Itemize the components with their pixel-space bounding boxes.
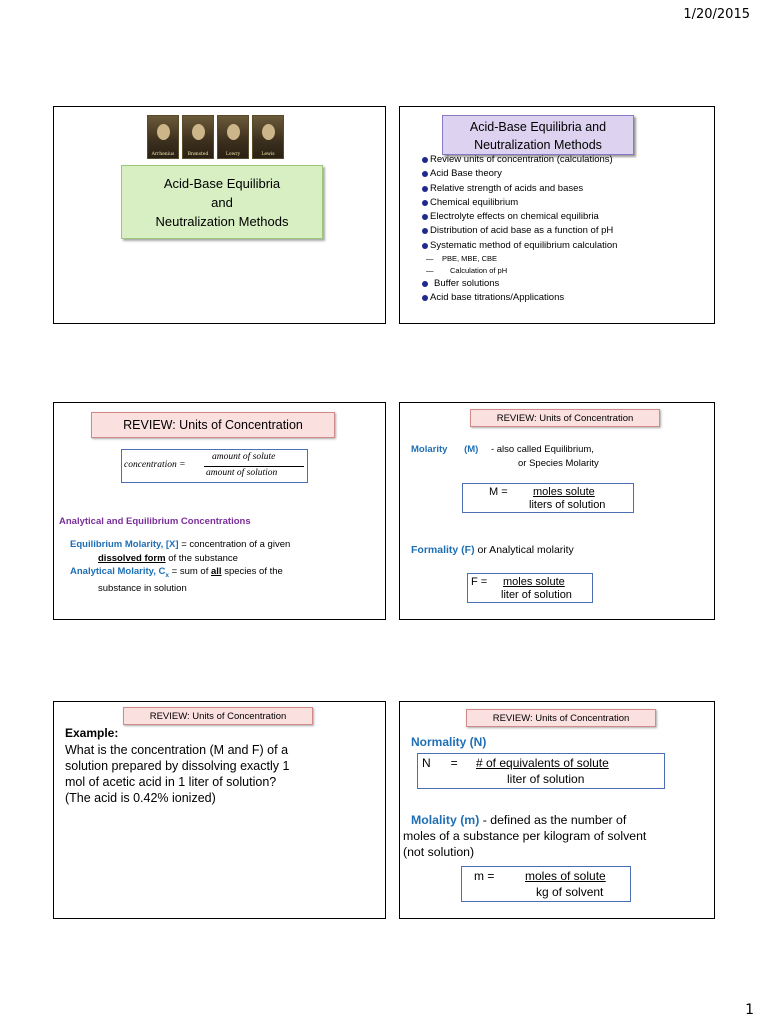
subscript: x — [165, 571, 170, 579]
fraction-bar — [204, 466, 304, 467]
normality-formula — [417, 753, 665, 789]
portrait-image — [182, 115, 214, 159]
list-item-text: Acid base titrations/Applications — [430, 292, 565, 304]
formula-lhs: N = — [422, 756, 458, 770]
dash-icon: — — [426, 254, 434, 264]
portrait-image — [217, 115, 249, 159]
molality-formula — [461, 866, 631, 902]
formula-denominator: liters of solution — [529, 499, 606, 511]
bullet-icon — [422, 295, 428, 301]
formula-numerator: moles solute — [533, 486, 595, 498]
bullet-icon — [422, 243, 428, 249]
example-question — [65, 742, 289, 806]
slide-3 — [53, 402, 386, 620]
question-line: What is the concentration (M and F) of a — [65, 743, 289, 757]
bullet-icon — [422, 214, 428, 220]
slide-1 — [53, 106, 386, 324]
formula-lhs: M = — [489, 486, 508, 498]
definition-text: of the substance — [165, 552, 238, 564]
page-number: 1 — [745, 1002, 754, 1018]
term-symbol: (M) — [464, 444, 479, 455]
formula-lhs: m = — [474, 869, 495, 883]
term-label: Normality (N) — [411, 735, 487, 749]
list-item — [422, 153, 617, 167]
question-line: solution prepared by dissolving exactly 1 — [65, 759, 290, 773]
list-item — [422, 210, 617, 224]
list-item-text: Chemical equilibrium — [430, 196, 519, 208]
term-label: Molarity — [411, 444, 448, 455]
list-item — [422, 224, 617, 238]
formula-numerator: amount of solute — [212, 452, 276, 462]
slide-title-box — [121, 165, 323, 239]
title-line: Acid-Base Equilibria — [163, 176, 281, 191]
list-item — [422, 291, 617, 305]
title-line: Neutralization Methods — [155, 214, 289, 229]
definition-text: or Species Molarity — [518, 458, 599, 469]
topic-list — [422, 153, 617, 306]
sub-list-item — [422, 253, 617, 265]
question-line: mol of acetic acid in 1 liter of solution? — [65, 775, 277, 789]
list-item — [422, 277, 617, 291]
dash-icon: — — [426, 266, 434, 276]
portrait-image — [147, 115, 179, 159]
slide-heading: REVIEW: Units of Concentration — [470, 409, 660, 427]
list-item-text: Systematic method of equilibrium calculation — [430, 239, 618, 251]
term-label: Formality (F) — [411, 544, 475, 556]
list-item-text: Relative strength of acids and bases — [430, 182, 584, 194]
formula-lhs: concentration = — [124, 460, 186, 470]
definition-text: - also called Equilibrium, — [490, 444, 594, 455]
slide-heading: REVIEW: Units of Concentration — [91, 412, 335, 438]
list-item — [422, 196, 617, 210]
example-label: Example: — [65, 726, 119, 740]
scientist-portraits — [147, 115, 284, 159]
list-item — [422, 167, 617, 181]
formula-denominator: amount of solution — [206, 468, 278, 478]
formula-numerator: moles of solute — [525, 869, 606, 883]
list-item-text: Electrolyte effects on chemical equilibria — [430, 211, 599, 223]
title-line: Acid-Base Equilibria and — [469, 120, 607, 134]
portrait-caption: Lewis — [261, 152, 275, 157]
bullet-icon — [422, 186, 428, 192]
portrait-image — [252, 115, 284, 159]
slide-6 — [399, 701, 715, 919]
portrait-caption: Arrhenius — [151, 152, 175, 157]
definition-text: (not solution) — [403, 845, 475, 859]
list-item — [422, 239, 617, 253]
formula-denominator: liter of solution — [507, 772, 585, 786]
portrait-caption: Lowry — [225, 152, 241, 157]
formality-formula — [467, 573, 593, 603]
formula-numerator: moles solute — [503, 576, 565, 588]
sub-list-item-text: PBE, MBE, CBE — [442, 254, 498, 264]
term-label: Molality (m) — [411, 813, 480, 827]
definition-text: moles of a substance per kilogram of solvent — [403, 829, 647, 843]
list-item-text: Review units of concentration (calculations) — [430, 154, 613, 165]
emphasis-text: dissolved form — [98, 552, 166, 564]
portrait-caption: Brønsted — [187, 152, 209, 157]
bullet-icon — [422, 228, 428, 234]
bullet-icon — [422, 157, 428, 163]
emphasis-text: all — [211, 566, 222, 577]
bullet-icon — [422, 171, 428, 177]
equilibrium-molarity-def — [70, 538, 290, 565]
slide-4 — [399, 402, 715, 620]
list-item-text: Acid Base theory — [430, 168, 502, 180]
section-title: Analytical and Equilibrium Concentrations — [59, 516, 251, 527]
concentration-formula — [121, 449, 308, 483]
formula-denominator: kg of solvent — [536, 885, 604, 899]
formula-denominator: liter of solution — [501, 589, 572, 601]
slide-heading: REVIEW: Units of Concentration — [466, 709, 656, 727]
slide-5 — [53, 701, 386, 919]
formality-line — [411, 544, 574, 556]
molarity-line — [411, 444, 594, 455]
formula-numerator: # of equivalents of solute — [476, 756, 609, 770]
definition-text: = sum of — [169, 566, 211, 577]
definition-text: - defined as the number of — [479, 813, 627, 827]
formula-lhs: F = — [471, 576, 488, 588]
bullet-icon — [422, 281, 428, 287]
molality-def — [403, 812, 646, 860]
definition-text: species of the — [221, 566, 283, 577]
page-date: 1/20/2015 — [683, 7, 750, 22]
definition-text: or Analytical molarity — [474, 544, 574, 556]
list-item-text: Distribution of acid base as a function of pH — [430, 225, 614, 237]
list-item-text: Buffer solutions — [434, 278, 500, 290]
definition-text: substance in solution — [98, 583, 187, 595]
term-label: Analytical Molarity, C — [70, 566, 166, 577]
slide-title-box — [442, 115, 634, 155]
term-label: Equilibrium Molarity, [X] — [70, 539, 179, 550]
title-line: Neutralization Methods — [474, 138, 602, 152]
bullet-icon — [422, 200, 428, 206]
sub-list-item — [422, 265, 617, 277]
question-line: (The acid is 0.42% ionized) — [65, 791, 216, 805]
sub-list-item-text: Calculation of pH — [450, 266, 508, 276]
slide-2 — [399, 106, 715, 324]
analytical-molarity-def — [70, 565, 283, 596]
title-line: and — [211, 195, 233, 210]
slide-heading: REVIEW: Units of Concentration — [123, 707, 313, 725]
molarity-formula — [462, 483, 634, 513]
list-item — [422, 182, 617, 196]
definition-text: = concentration of a given — [178, 539, 291, 550]
